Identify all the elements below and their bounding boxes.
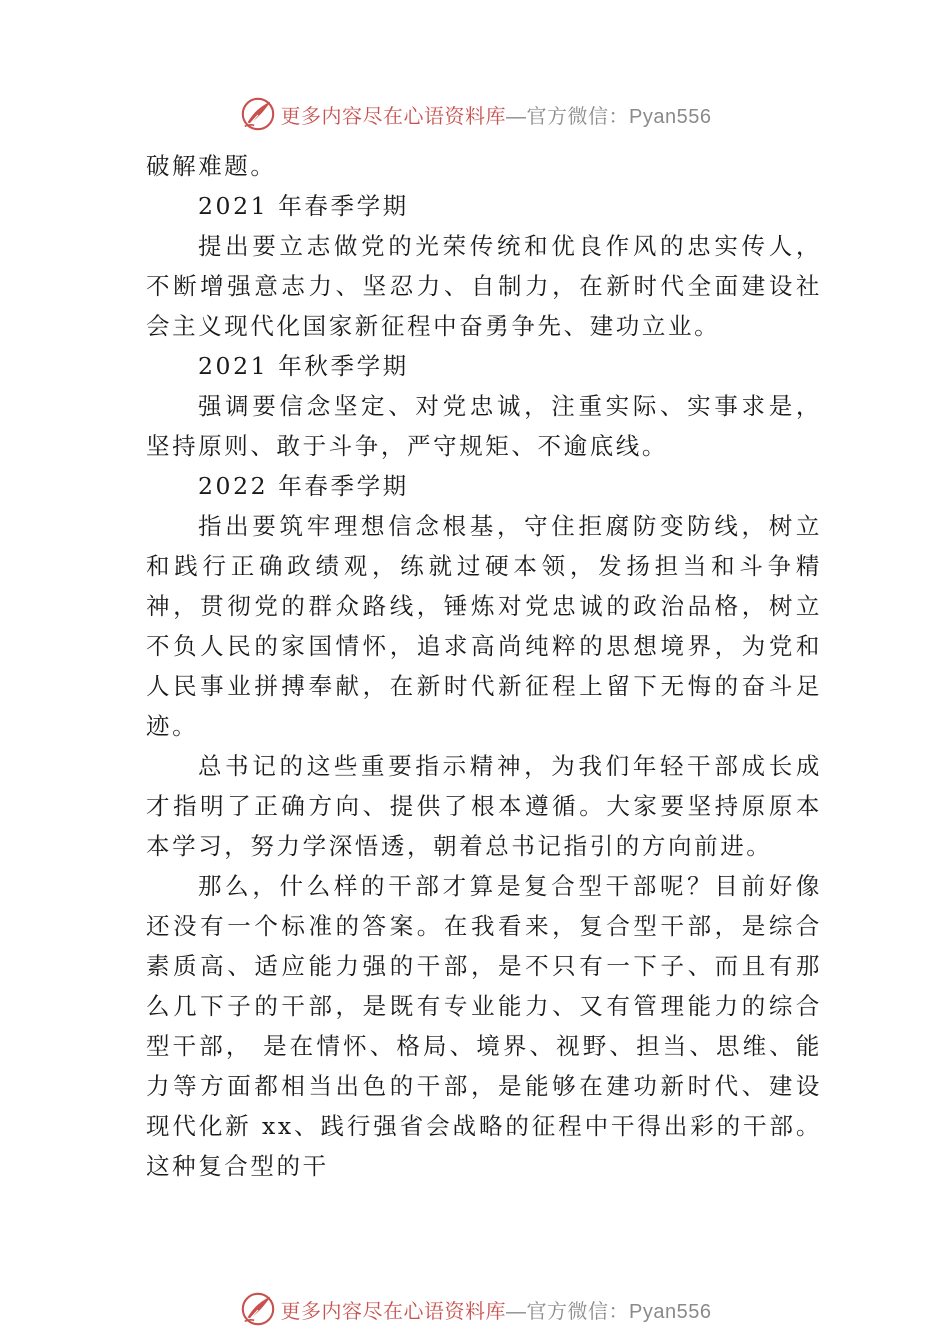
watermark-footer [0,1287,950,1331]
paragraph-2021-spring: 提出要立志做党的光荣传统和优良作风的忠实传人，不断增强意志力、坚忍力、自制力，在新时代全面建设社会主义现代化国家新征程中奋勇争先、建功立业。 [146,232,822,340]
section-heading-2022-spring: 2022 年春季学期 [198,472,409,500]
watermark-text [281,1295,712,1324]
paragraph-2022-spring: 指出要筑牢理想信念根基，守住拒腐防变防线，树立和践行正确政绩观，练就过硬本领，发扬担当和斗争精神，贯彻党的群众路线，锤炼对党忠诚的政治品格，树立不负人民的家国情怀，追求高尚纯粹的思想境界，为党和人民事业拼搏奉献，在新时代新征程上留下无悔的奋斗足迹。 [146,512,822,740]
watermark-brand: 更多内容尽在心语资料库 [280,1298,507,1323]
section-heading-2021-spring: 2021 年春季学期 [198,192,409,220]
watermark-wechat-id: Pyan556 [629,105,712,128]
watermark-wechat-label: 官方微信： [526,105,630,128]
watermark-dash: — [506,105,527,128]
quill-pen-logo-icon [239,1290,277,1328]
quill-pen-logo-icon [239,95,277,133]
paragraph-2021-autumn: 强调要信念坚定、对党忠诚，注重实际、实事求是，坚持原则、敢于斗争，严守规矩、不逾底线。 [146,392,822,460]
watermark-wechat-label: 官方微信： [526,1300,630,1323]
paragraph-guidance: 总书记的这些重要指示精神，为我们年轻干部成长成才指明了正确方向、提供了根本遵循。大家要坚持原原本本学习，努力学深悟透，朝着总书记指引的方向前进。 [146,752,822,860]
watermark-wechat-id: Pyan556 [629,1300,712,1323]
watermark-header [0,92,950,136]
watermark-dash: — [506,1300,527,1323]
watermark-text [281,100,712,129]
paragraph-composite-cadre: 那么，什么样的干部才算是复合型干部呢？目前好像还没有一个标准的答案。在我看来，复合型干部，是综合素质高、适应能力强的干部，是不只有一下子、而且有那么几下子的干部，是既有专业能力、又有管理能力的综合型干部， 是在情怀、格局、境界、视野、担当、思维、能力等方面都相当出色的干部，是能够在建功新时代、建设现代化新 xx、践行强省会战略的征程中干得出彩的干部。这种复合型的干 [146,872,822,1180]
section-heading-2021-autumn: 2021 年秋季学期 [198,352,409,380]
paragraph-continuation: 破解难题。 [146,152,277,180]
document-body [146,146,822,1186]
watermark-brand: 更多内容尽在心语资料库 [280,103,507,128]
